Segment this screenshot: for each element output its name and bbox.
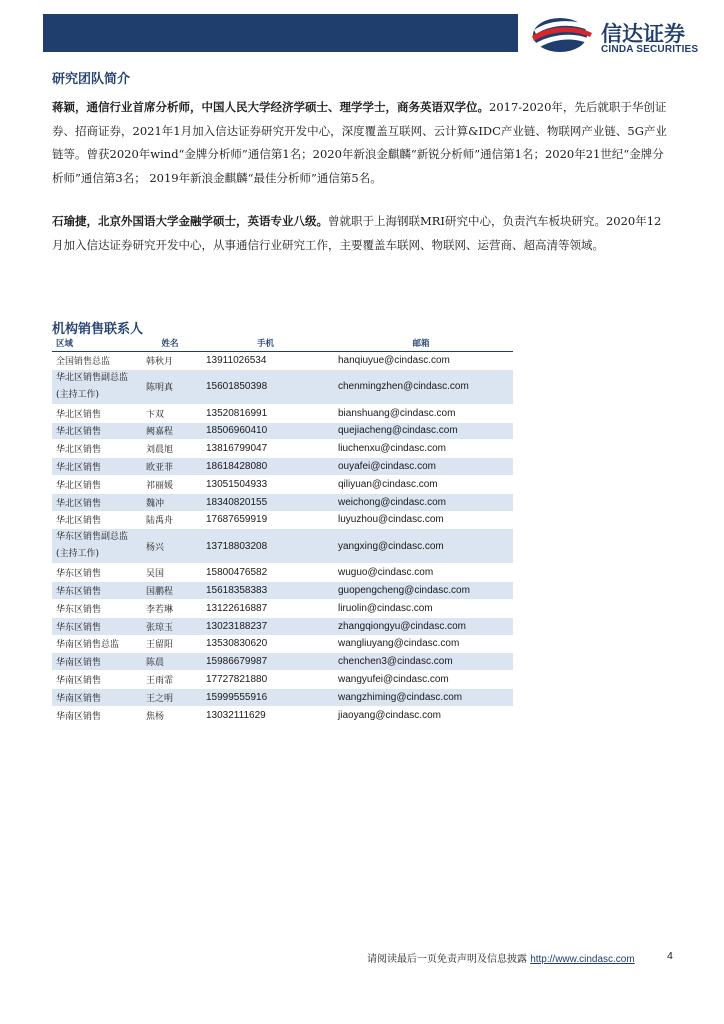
globe-logo-icon xyxy=(530,14,598,54)
email-cell: wuguo@cindasc.com xyxy=(329,564,513,582)
table-row xyxy=(52,404,513,422)
email-cell: wangyufei@cindasc.com xyxy=(329,671,513,689)
table-row xyxy=(52,688,513,706)
footer-url-link[interactable]: http://www.cindasc.com xyxy=(530,954,635,965)
footer-notice: 请阅读最后一页免责声明及信息披露 xyxy=(367,954,527,965)
footer-disclaimer xyxy=(367,950,635,965)
table-row xyxy=(52,582,513,600)
name-cell: 王雨霏 xyxy=(138,671,202,689)
region-cell: 华南区销售 xyxy=(52,688,138,706)
analyst-bio-2-text: 曾就职于上海钢联MRI研究中心，负责汽车板块研究。2020年12月加入信达证券研究开发中心，从事通信行业研究工作，主要覆盖车联网、物联网、运营商、超高清等领域。 xyxy=(52,214,662,252)
phone-cell: 13032111629 xyxy=(202,706,329,724)
region-cell: 华北区销售 xyxy=(52,422,138,440)
email-cell: hanqiuyue@cindasc.com xyxy=(329,352,513,370)
region-cell: 华北区销售 xyxy=(52,493,138,511)
phone-cell: 13023188237 xyxy=(202,617,329,635)
email-cell: jiaoyang@cindasc.com xyxy=(329,706,513,724)
region-cell: 华北区销售 xyxy=(52,404,138,422)
region-cell: 华南区销售总监 xyxy=(52,635,138,653)
header-phone: 手机 xyxy=(202,335,329,352)
email-cell: yangxing@cindasc.com xyxy=(329,529,513,564)
region-cell: 华北区销售 xyxy=(52,475,138,493)
region-cell: 华东区销售 xyxy=(52,617,138,635)
region-cell: 华北区销售 xyxy=(52,458,138,476)
phone-cell: 13718803208 xyxy=(202,529,329,564)
phone-cell: 15800476582 xyxy=(202,564,329,582)
header-email: 邮箱 xyxy=(329,335,513,352)
region-cell: 全国销售总监 xyxy=(52,352,138,370)
name-cell: 刘晨旭 xyxy=(138,440,202,458)
phone-cell: 13911026534 xyxy=(202,352,329,370)
email-cell: wangzhiming@cindasc.com xyxy=(329,688,513,706)
region-cell: 华南区销售 xyxy=(52,653,138,671)
email-cell: chenmingzhen@cindasc.com xyxy=(329,369,513,404)
phone-cell: 17727821880 xyxy=(202,671,329,689)
table-row xyxy=(52,599,513,617)
phone-cell: 15618358383 xyxy=(202,582,329,600)
name-cell: 焦杨 xyxy=(138,706,202,724)
name-cell: 陆禹舟 xyxy=(138,511,202,529)
analyst-bio-1-heading: 蒋颖，通信行业首席分析师，中国人民大学经济学硕士、理学学士，商务英语双学位。 xyxy=(52,100,489,114)
email-cell: luyuzhou@cindasc.com xyxy=(329,511,513,529)
region-cell: 华北区销售副总监(主持工作) xyxy=(52,369,138,404)
phone-cell: 17687659919 xyxy=(202,511,329,529)
brand-name-cn: 信达证券 xyxy=(601,22,685,46)
table-row xyxy=(52,369,513,404)
table-row xyxy=(52,653,513,671)
email-cell: wangliuyang@cindasc.com xyxy=(329,635,513,653)
name-cell: 韩秋月 xyxy=(138,352,202,370)
name-cell: 阙嘉程 xyxy=(138,422,202,440)
table-row xyxy=(52,475,513,493)
table-row xyxy=(52,706,513,724)
table-row xyxy=(52,617,513,635)
phone-cell: 13816799047 xyxy=(202,440,329,458)
analyst-bio-1-text: 2017-2020年，先后就职于华创证券、招商证券，2021年1月加入信达证券研究开发中心，深度覆盖互联网、云计算&IDC产业链、物联网产业链、5G产业链等。曾获2020年wind“金牌分析师”通信第1名；2020年新浪金麒麟“新锐分析师”通信第1名；2020年21世纪“金牌分析师”通信第3名； 2019年新浪金麒麟“最佳分析师”通信第5名。 xyxy=(52,100,667,185)
table-row xyxy=(52,671,513,689)
table-row xyxy=(52,493,513,511)
email-cell: liruolin@cindasc.com xyxy=(329,599,513,617)
header-name: 姓名 xyxy=(138,335,202,352)
name-cell: 王留阳 xyxy=(138,635,202,653)
email-cell: guopengcheng@cindasc.com xyxy=(329,582,513,600)
sales-contacts-table xyxy=(52,335,513,725)
table-row xyxy=(52,352,513,370)
email-cell: quejiacheng@cindasc.com xyxy=(329,422,513,440)
region-cell: 华南区销售 xyxy=(52,706,138,724)
name-cell: 吴国 xyxy=(138,564,202,582)
phone-cell: 13051504933 xyxy=(202,475,329,493)
region-cell: 华东区销售副总监(主持工作) xyxy=(52,529,138,564)
table-row xyxy=(52,440,513,458)
name-cell: 杨兴 xyxy=(138,529,202,564)
name-cell: 欧亚菲 xyxy=(138,458,202,476)
name-cell: 张琼玉 xyxy=(138,617,202,635)
phone-cell: 18506960410 xyxy=(202,422,329,440)
name-cell: 王之明 xyxy=(138,688,202,706)
table-row xyxy=(52,635,513,653)
header-bar xyxy=(43,14,518,52)
name-cell: 魏冲 xyxy=(138,493,202,511)
phone-cell: 15601850398 xyxy=(202,369,329,404)
region-cell: 华东区销售 xyxy=(52,582,138,600)
sales-section-title: 机构销售联系人 xyxy=(52,322,144,337)
table-body xyxy=(52,352,513,725)
region-cell: 华北区销售 xyxy=(52,440,138,458)
phone-cell: 13122616887 xyxy=(202,599,329,617)
region-cell: 华东区销售 xyxy=(52,564,138,582)
table-row xyxy=(52,422,513,440)
table-row xyxy=(52,458,513,476)
analyst-bio-2-heading: 石瑜捷，北京外国语大学金融学硕士，英语专业八级。 xyxy=(52,214,328,228)
name-cell: 国鹏程 xyxy=(138,582,202,600)
region-cell: 华北区销售 xyxy=(52,511,138,529)
email-cell: weichong@cindasc.com xyxy=(329,493,513,511)
phone-cell: 13520816991 xyxy=(202,404,329,422)
email-cell: liuchenxu@cindasc.com xyxy=(329,440,513,458)
email-cell: zhangqiongyu@cindasc.com xyxy=(329,617,513,635)
phone-cell: 18618428080 xyxy=(202,458,329,476)
name-cell: 卞双 xyxy=(138,404,202,422)
brand-logo xyxy=(530,14,710,54)
email-cell: chenchen3@cindasc.com xyxy=(329,653,513,671)
phone-cell: 15999555916 xyxy=(202,688,329,706)
region-cell: 华东区销售 xyxy=(52,599,138,617)
header-region: 区域 xyxy=(52,335,138,352)
table-row xyxy=(52,564,513,582)
brand-name-en: CINDA SECURITIES xyxy=(601,44,699,55)
phone-cell: 13530830620 xyxy=(202,635,329,653)
phone-cell: 18340820155 xyxy=(202,493,329,511)
analyst-bio-1 xyxy=(52,96,672,190)
name-cell: 祁丽媛 xyxy=(138,475,202,493)
team-section-title: 研究团队简介 xyxy=(52,72,131,87)
table-header-row xyxy=(52,335,513,352)
analyst-bio-2 xyxy=(52,210,672,257)
name-cell: 李若琳 xyxy=(138,599,202,617)
table-row xyxy=(52,529,513,564)
email-cell: bianshuang@cindasc.com xyxy=(329,404,513,422)
region-cell: 华南区销售 xyxy=(52,671,138,689)
page-number: 4 xyxy=(667,950,673,962)
name-cell: 陈晨 xyxy=(138,653,202,671)
email-cell: ouyafei@cindasc.com xyxy=(329,458,513,476)
name-cell: 陈明真 xyxy=(138,369,202,404)
phone-cell: 15986679987 xyxy=(202,653,329,671)
email-cell: qiliyuan@cindasc.com xyxy=(329,475,513,493)
table-row xyxy=(52,511,513,529)
